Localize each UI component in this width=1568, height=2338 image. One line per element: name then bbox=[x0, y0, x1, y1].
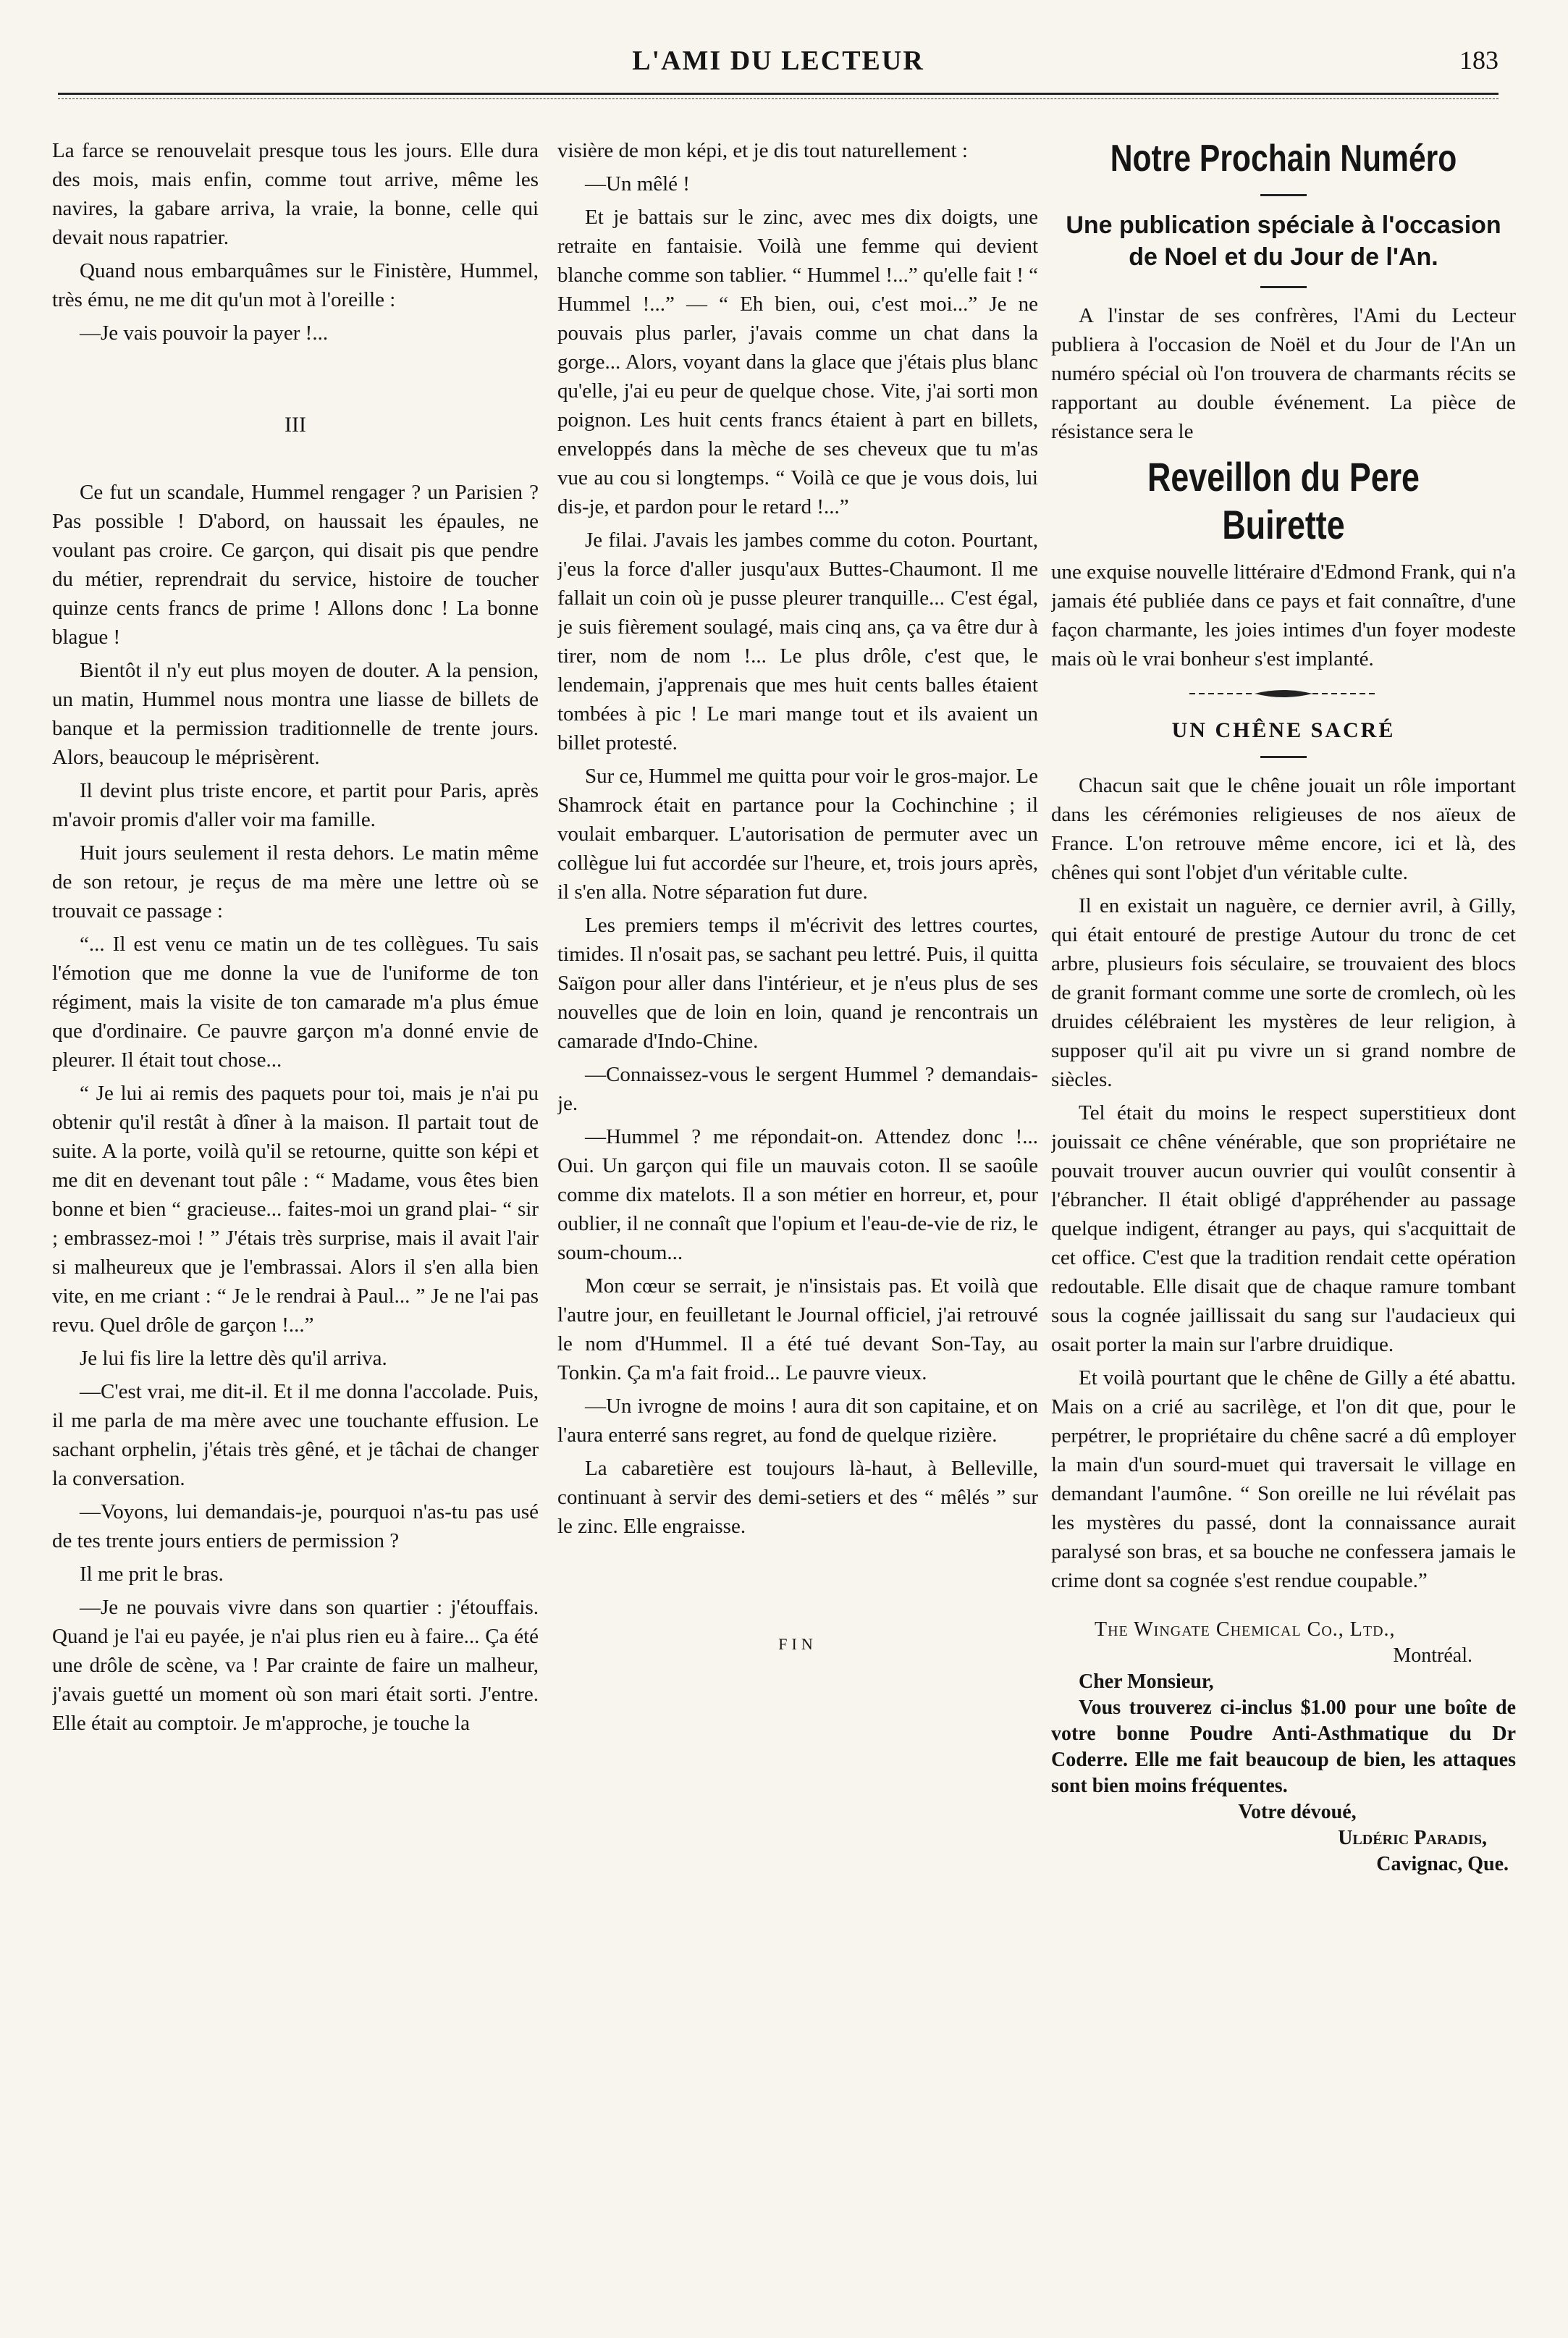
paragraph: —Je ne pouvais vivre dans son quartier : j'étouffais. Quand je l'ai eu payée, je n'ai plus rien eu à faire... Ça été une drôle de scène, va ! Par crainte de faire un malheur, j'avais guetté un moment où son mari était sorti. J'entre. Elle était au comptoir. Je m'approche, je touche la bbox=[52, 1596, 539, 1735]
paragraph: —C'est vrai, me dit-il. Et il me donna l'accolade. Puis, il me parla de ma mère avec une touchante effusion. Le sachant orphelin, j'étais très gêné, et je tâchai de changer la conversation. bbox=[52, 1380, 539, 1490]
paragraph: Bientôt il n'y eut plus moyen de douter. A la pension, un matin, Hummel nous montra une liasse de billets de banque et la permission traditionnelle de trente jours. Alors, beaucoup le méprisèrent. bbox=[52, 659, 539, 769]
ad-body: Vous trouverez ci-inclus $1.00 pour une boîte de votre bonne Poudre Anti-Asthmatique du Dr Coderre. Elle me fait beaucoup de bien, les attaques sont bien moins fréquentes. bbox=[1051, 1696, 1516, 1797]
paragraph: visière de mon képi, et je dis tout naturellement : bbox=[557, 139, 968, 162]
page-number: 183 bbox=[1459, 46, 1499, 75]
header-rule-dashed bbox=[58, 98, 1499, 99]
paragraph: —Hummel ? me répondait-on. Attendez donc !... Oui. Un garçon qui file un mauvais coton. Il se saoûle comme dix matelots. Il a son métier en horreur, et, pour oublier, il ne connaît que l'opium et l'eau-de-vie de riz, le soum-choum... bbox=[557, 1125, 1038, 1264]
paragraph: Ce fut un scandale, Hummel rengager ? un Parisien ? Pas possible ! D'abord, on haussait les épaules, ne voulant pas croire. Ce garçon, qui disait pis que pendre du métier, reprendrait du service, histoire de toucher quinze cents francs de prime ! Allons donc ! La bonne blague ! bbox=[52, 481, 539, 649]
paragraph: Il me prit le bras. bbox=[80, 1563, 224, 1586]
paragraph: “ Je lui ai remis des paquets pour toi, mais je n'ai pu obtenir qu'il restât à dîner à la maison. Il partait tout de suite. A la porte, voilà qu'il se retourne, quitte son képi et me dit en devenant tout pâle : “ Madame, vous êtes bien bonne et bien “ gracieuse... faites-moi un grand plai- “ sir ; embrassez-moi ! ” J'étais très surprise, mais il avait l'air si malheureux que je l'embrassai. Alors il s'en alla bien vite, en me criant : “ Je le rendrai à Paul... ” Je ne l'ai pas revu. Quel drôle de garçon !...” bbox=[52, 1082, 539, 1337]
paragraph: Quand nous embarquâmes sur le Finistère, Hummel, très ému, ne me dit qu'un mot à l'oreille : bbox=[52, 259, 539, 311]
paragraph: —Un mêlé ! bbox=[585, 172, 690, 195]
paragraph: Je lui fis lire la lettre dès qu'il arriva. bbox=[80, 1347, 387, 1370]
ad-signature: Uldéric Paradis, bbox=[1338, 1827, 1487, 1849]
short-rule bbox=[1260, 756, 1307, 758]
header-rule bbox=[58, 93, 1499, 95]
ad-company: The Wingate Chemical Co., Ltd., bbox=[1095, 1618, 1396, 1641]
paragraph: —Voyons, lui demandais-je, pourquoi n'as-tu pas usé de tes trente jours entiers de permission ? bbox=[52, 1500, 539, 1552]
paragraph: —Connaissez-vous le sergent Hummel ? demandais-je. bbox=[557, 1063, 1038, 1115]
paragraph: Je filai. J'avais les jambes comme du coton. Pourtant, j'eus la force d'aller jusqu'aux Buttes-Chaumont. Il me fallait un coin où je pusse pleurer tranquille... C'est égal, je suis fièrement soulagé, mais cinq ans, ça va être dur à tirer, nom de nom !... Le plus drôle, c'est que, le lendemain, j'apprenais que mes huit cents balles étaient tombées à pic ! Le mari mange tout et ils avaient un billet protesté. bbox=[557, 529, 1038, 754]
paragraph: Il en existait un naguère, ce dernier avril, à Gilly, qui était entouré de prestige Autour du tronc de cet arbre, plusieurs fois séculaire, se trouvaient des blocs de granit formant comme une sorte de cromlech, où les druides célébraient les mystères de leur religion, à supposer qu'il ait pu vivre un si grand nombre de siècles. bbox=[1051, 894, 1516, 1091]
paragraph: —Un ivrogne de moins ! aura dit son capitaine, et on l'aura enterré sans regret, au fond de quelque rizière. bbox=[557, 1395, 1038, 1447]
ad-salutation: Cher Monsieur, bbox=[1079, 1670, 1214, 1693]
fin-marker: FIN bbox=[778, 1635, 817, 1653]
subheadline: Une publication spéciale à l'occasion de Noel et du Jour de l'An. bbox=[1066, 211, 1501, 271]
short-rule bbox=[1260, 286, 1307, 288]
column-1 bbox=[52, 136, 539, 1742]
feature-description: une exquise nouvelle littéraire d'Edmond Frank, qui n'a jamais été publiée dans ce pays et fait connaître, d'une façon charmante, les joies intimes d'un foyer modeste mais où le vrai bonheur s'est implanté. bbox=[1051, 560, 1516, 670]
page-header bbox=[58, 42, 1499, 100]
paragraph: La farce se renouvelait presque tous les jours. Elle dura des mois, mais enfin, comme tout arrive, même les navires, la gabare arriva, la vraie, la bonne, celle qui devait nous rapatrier. bbox=[52, 139, 539, 249]
feature-title: Reveillon du Pere Buirette bbox=[1147, 454, 1420, 547]
section-numeral: III bbox=[284, 413, 306, 437]
paragraph: La cabaretière est toujours là-haut, à Belleville, continuant à servir des demi-setiers et des “ mêlés ” sur le zinc. Elle engraisse. bbox=[557, 1457, 1038, 1538]
paragraph: Et je battais sur le zinc, avec mes dix doigts, une retraite en fantaisie. Voilà une femme qui devient blanche comme son tablier. “ Hummel !...” qu'elle fait ! “ Hummel !...” — “ Eh bien, oui, c'est moi...” Je ne pouvais plus parler, j'avais comme un chat dans la gorge... Alors, voyant dans la glace que j'étais plus blanc qu'elle, j'ai eu peur de quelque chose. Vite, j'ai sorti mon poignon. Les huit cents francs étaient à part en billets, enveloppés dans la mèche de ses cheveux que tu m'as vue au cou si longtemps. “ Voilà ce que je vous dois, lui dis-je, et pardon pour le retard !...” bbox=[557, 206, 1038, 518]
paragraph: —Je vais pouvoir la payer !... bbox=[80, 321, 329, 345]
paragraph: Mon cœur se serrait, je n'insistais pas. Et voilà que l'autre jour, en feuilletant le Journal officiel, j'ai retrouvé le nom d'Hummel. Il a été tué devant Son-Tay, au Tonkin. Ça m'a fait froid... Le pauvre vieux. bbox=[557, 1274, 1038, 1384]
ornament-divider-icon bbox=[1175, 685, 1392, 702]
article-title: UN CHÊNE SACRÉ bbox=[1171, 718, 1396, 742]
running-title: L'AMI DU LECTEUR bbox=[632, 46, 924, 76]
ad-signoff: Votre dévoué, bbox=[1238, 1801, 1357, 1823]
paragraph: Tel était du moins le respect superstitieux dont jouissait ce chêne vénérable, que son propriétaire ne pouvait trouver aucun ouvrier qui voulût consentir à l'ébrancher. Il était obligé d'appréhender au passage quelque indigent, étranger au pays, qui s'acquittait de cet office. C'est que la tradition rendait cette opération redoutable. Elle disait que de chaque ramure tombant sous la cognée jaillissait du sang sur l'audacieux qui osait porter la main sur l'arbre druidique. bbox=[1051, 1101, 1516, 1356]
paragraph: Il devint plus triste encore, et partit pour Paris, après m'avoir promis d'aller voir ma famille. bbox=[52, 779, 539, 831]
ad-city: Montréal. bbox=[1393, 1644, 1472, 1667]
paragraph: Huit jours seulement il resta dehors. Le matin même de son retour, je reçus de ma mère une lettre où se trouvait ce passage : bbox=[52, 841, 539, 922]
column-2 bbox=[557, 136, 1038, 1654]
paragraph: “... Il est venu ce matin un de tes collègues. Tu sais l'émotion que me donne la vue de l'uniforme de ton régiment, mais la visite de ton camarade m'a plus émue que d'ordinaire. Ce pauvre garçon m'a donné envie de pleurer. Il était tout chose... bbox=[52, 933, 539, 1072]
column-3 bbox=[1051, 136, 1516, 1877]
testimonial-advertisement bbox=[1051, 1617, 1516, 1877]
announcement-paragraph: A l'instar de ses confrères, l'Ami du Lecteur publiera à l'occasion de Noël et du Jour de l'An un numéro spécial où l'on trouvera de charmants récits se rapportant au double événement. La pièce de résistance sera le bbox=[1051, 304, 1516, 443]
paragraph: Chacun sait que le chêne jouait un rôle important dans les cérémonies religieuses de nos aïeux de France. L'on retrouve même encore, ici et là, des chênes qui sont l'objet d'un véritable culte. bbox=[1051, 774, 1516, 884]
short-rule bbox=[1260, 194, 1307, 196]
paragraph: Et voilà pourtant que le chêne de Gilly a été abattu. Mais on a crié au sacrilège, et l'on dit que, pour le perpétrer, le propriétaire du chêne sacré a dû employer la main d'un sourd-muet qui traversait le village en demandant l'aumône. “ Son oreille ne lui révélait pas les mystères du passé, dont la connaissance aurait paralysé son bras, et sa bouche ne confessera jamais le crime dont sa cognée s'est rendue coupable.” bbox=[1051, 1366, 1516, 1592]
paragraph: Les premiers temps il m'écrivit des lettres courtes, timides. Il n'osait pas, se sachant peu lettré. Puis, il quitta Saïgon pour aller dans l'intérieur, et je n'eus plus de ses nouvelles que de loin en loin, quand je rencontrais un camarade d'Indo-Chine. bbox=[557, 914, 1038, 1053]
paragraph: Sur ce, Hummel me quitta pour voir le gros-major. Le Shamrock était en partance pour la Cochinchine ; il voulait embarquer. L'autorisation de permuter avec un collègue lui fut accordée sur l'heure, et, trois jours après, il s'en alla. Notre séparation fut dure. bbox=[557, 765, 1038, 904]
headline: Notre Prochain Numéro bbox=[1110, 138, 1457, 180]
ad-place: Cavignac, Que. bbox=[1376, 1853, 1509, 1875]
